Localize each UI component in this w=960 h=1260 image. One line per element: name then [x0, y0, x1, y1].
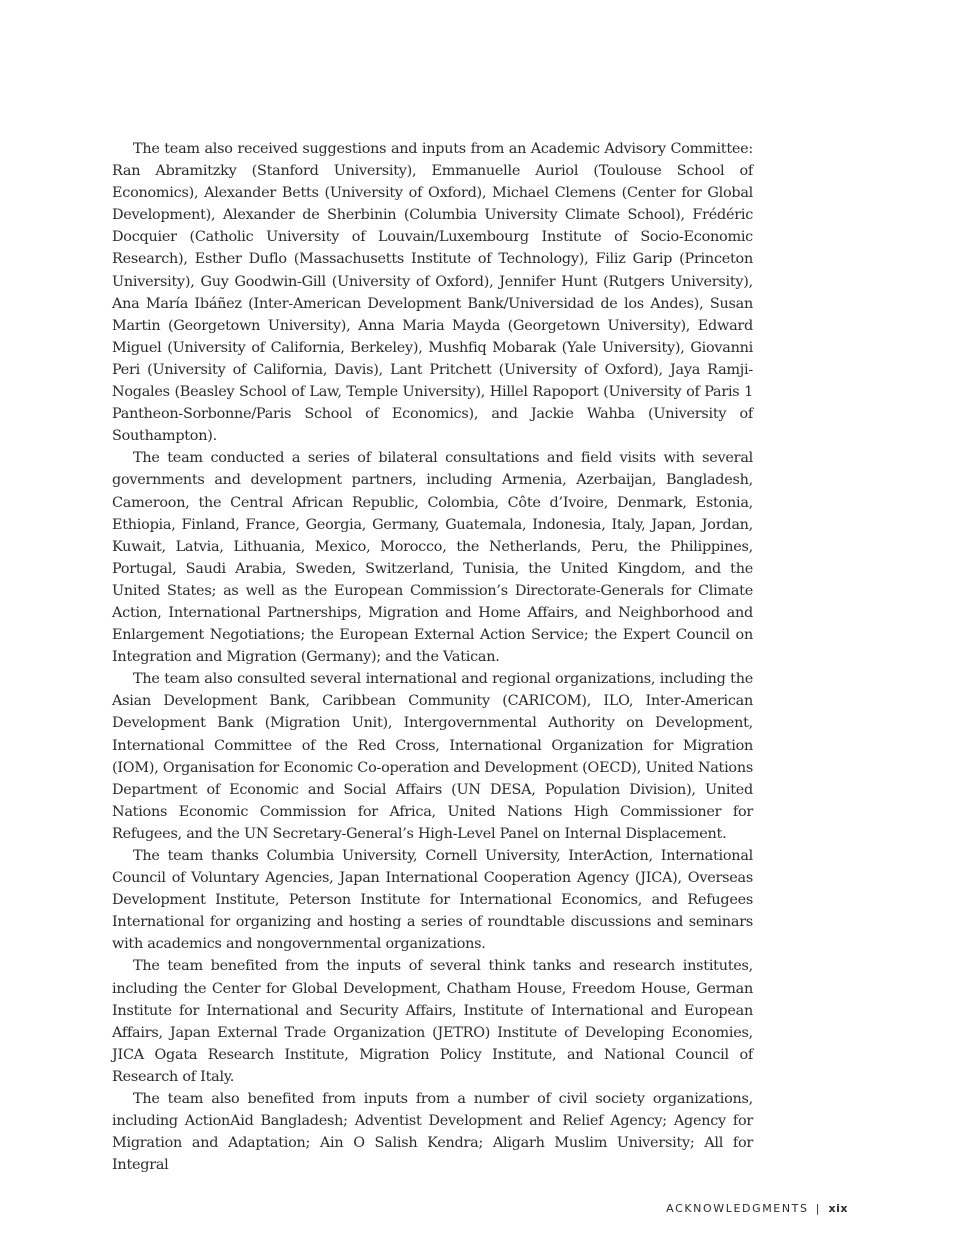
paragraph-roundtable-hosts: The team thanks Columbia University, Cornell University, InterAction, International Council of Voluntary Agencies, Japan International Cooperation Agency (JICA), Overseas Development Institute, Peterson Institute for International Economics, and Refugees International for organizing and hosting a series of roundtable discussions and seminars with academics and nongovernmental organizations. [112, 848, 753, 953]
acknowledgments-body [112, 138, 753, 1176]
running-footer [666, 1202, 848, 1215]
paragraph-advisory-committee: The team also received suggestions and inputs from an Academic Advisory Committee: Ran Abramitzky (Stanford University), Emmanuelle Auriol (Toulouse School of Economics), Alexander Betts (University of Oxford), Michael Clemens (Center for Global Development), Alexander de Sherbinin (Columbia University Climate School), Frédéric Docquier (Catholic University of Louvain/Luxembourg Institute of Socio-Economic Research), Esther Duflo (Massachusetts Institute of Technology), Filiz Garip (Princeton University), Guy Goodwin-Gill (University of Oxford), Jennifer Hunt (Rutgers University), Ana María Ibáñez (Inter-American Development Bank/Universidad de los Andes), Susan Martin (Georgetown University), Anna Maria Mayda (Georgetown University), Edward Miguel (University of California, Berkeley), Mushfiq Mobarak (Yale University), Giovanni Peri (University of California, Davis), Lant Pritchett (University of Oxford), Jaya Ramji-Nogales (Beasley School of Law, Temple University), Hillel Rapoport (University of Paris 1 Pantheon-Sorbonne/Paris School of Economics), and Jackie Wahba (University of Southampton). [112, 141, 753, 445]
footer-separator: | [815, 1202, 820, 1215]
paragraph-bilateral-consultations: The team conducted a series of bilateral consultations and field visits with several governments and development partners, including Armenia, Azerbaijan, Bangladesh, Cameroon, the Central African Republic, Colombia, Côte d’Ivoire, Denmark, Estonia, Ethiopia, Finland, France, Georgia, Germany, Guatemala, Indonesia, Italy, Japan, Jordan, Kuwait, Latvia, Lithuania, Mexico, Morocco, the Netherlands, Peru, the Philippines, Portugal, Saudi Arabia, Sweden, Switzerland, Tunisia, the United Kingdom, and the United States; as well as the European Commission’s Directorate-Generals for Climate Action, International Partnerships, Migration and Home Affairs, and Neighborhood and Enlargement Negotiations; the European External Action Service; the Expert Council on Integration and Migration (Germany); and the Vatican. [112, 450, 753, 666]
footer-section-title: ACKNOWLEDGMENTS [666, 1202, 809, 1215]
paragraph-international-organizations: The team also consulted several international and regional organizations, including the Asian Development Bank, Caribbean Community (CARICOM), ILO, Inter-American Development Bank (Migration Unit), Intergovernmental Authority on Development, International Committee of the Red Cross, International Organization for Migration (IOM), Organisation for Economic Co-operation and Development (OECD), United Nations Department of Economic and Social Affairs (UN DESA, Population Division), United Nations Economic Commission for Africa, United Nations High Commissioner for Refugees, and the UN Secretary-General’s High-Level Panel on Internal Displacement. [112, 671, 753, 842]
paragraph-think-tanks: The team benefited from the inputs of several think tanks and research institutes, including the Center for Global Development, Chatham House, Freedom House, German Institute for International and Security Affairs, Institute of International and European Affairs, Japan External Trade Organization (JETRO) Institute of Developing Economies, JICA Ogata Research Institute, Migration Policy Institute, and National Council of Research of Italy. [112, 958, 753, 1085]
paragraph-civil-society: The team also benefited from inputs from a number of civil society organizations, including ActionAid Bangladesh; Adventist Development and Relief Agency; Agency for Migration and Adaptation; Ain O Salish Kendra; Aligarh Muslim University; All for Integral [112, 1091, 753, 1174]
page-number: xix [828, 1202, 848, 1215]
